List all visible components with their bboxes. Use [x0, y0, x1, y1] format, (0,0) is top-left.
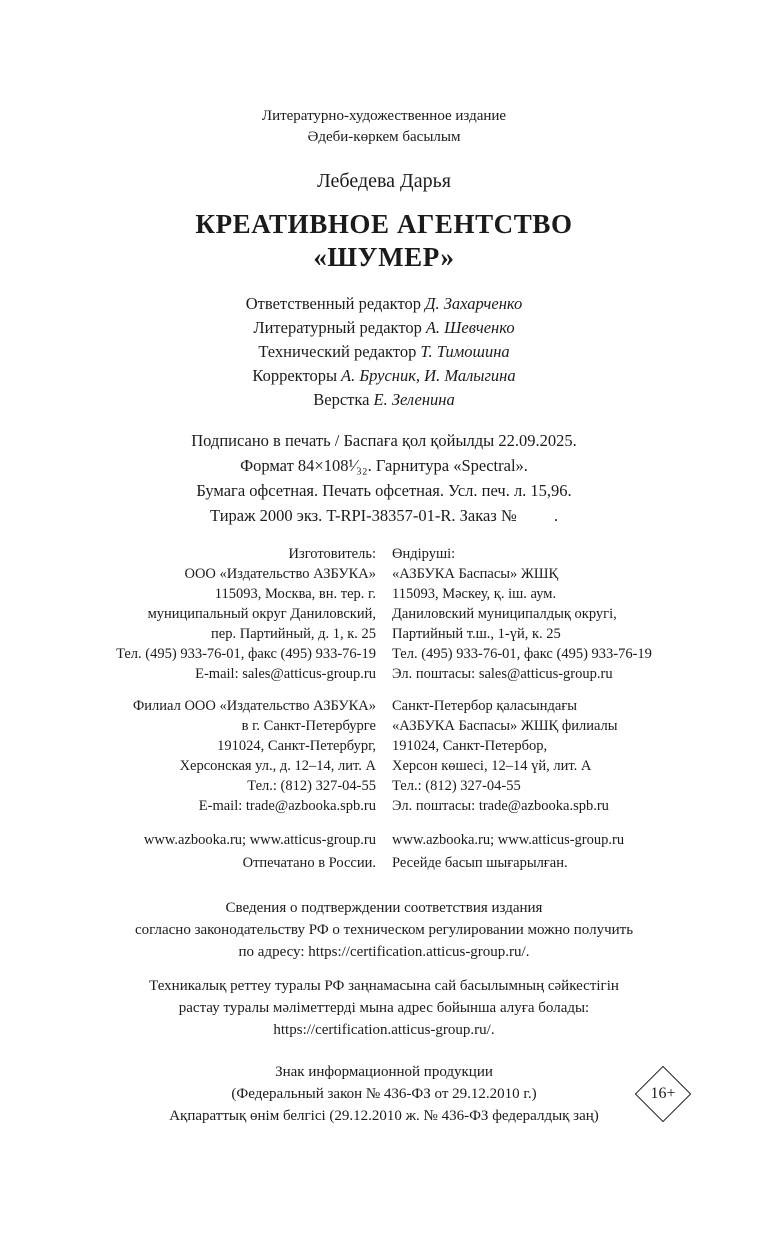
text-line: 115093, Москва, вн. тер. г. — [214, 586, 376, 602]
staff-person: А. Шевченко — [425, 318, 515, 337]
text-line: Знак информационной продукции — [275, 1064, 493, 1080]
websites-right: www.azbooka.ru; www.atticus-group.ru — [392, 832, 625, 848]
text-line: Тираж 2000 экз. T-RPI-38357-01-R. Заказ № . — [210, 506, 558, 525]
staff-line — [0, 292, 768, 316]
text-line: Подписано в печать / Баспаға қол қойылды 22.09.2025. — [191, 431, 577, 450]
text-line: Изготовитель: — [288, 546, 376, 562]
text-line: Херсонская ул., д. 12–14, лит. А — [179, 758, 376, 774]
staff-line — [0, 316, 768, 340]
text-line: Санкт-Петербор қаласындағы — [392, 698, 578, 714]
book-title — [0, 208, 768, 274]
text-line: пер. Партийный, д. 1, к. 25 — [211, 626, 376, 642]
text-line: Тел. (495) 933-76-01, факс (495) 933-76-19 — [392, 646, 652, 662]
text-line: E-mail: sales@atticus-group.ru — [195, 666, 376, 682]
staff-role: Верстка — [313, 390, 370, 409]
text-line: Техникалық реттеу туралы РФ заңнамасына сай басылымның сәйкестігін — [149, 978, 619, 994]
age-rating-label: 16+ — [650, 1085, 676, 1102]
branch-left-column — [88, 696, 376, 816]
book-title-line2: «ШУМЕР» — [313, 242, 455, 272]
staff-block — [0, 292, 768, 412]
text-line: Тел.: (812) 327-04-55 — [392, 778, 521, 794]
staff-person: Т. Тимошина — [420, 342, 510, 361]
text-line: Даниловский муниципалдық округі, — [392, 606, 617, 622]
text-line: (Федеральный закон № 436-ФЗ от 29.12.2010 г.) — [231, 1086, 537, 1102]
text-line: Эл. поштасы: trade@azbooka.spb.ru — [392, 798, 609, 814]
staff-role: Корректоры — [252, 366, 338, 385]
text-line: ООО «Издательство АЗБУКА» — [184, 566, 376, 582]
book-title-line1: КРЕАТИВНОЕ АГЕНТСТВО — [195, 209, 573, 239]
text-line: E-mail: trade@azbooka.spb.ru — [198, 798, 376, 814]
text-line: Тел. (495) 933-76-01, факс (495) 933-76-19 — [116, 646, 376, 662]
edition-note-ru: Литературно-художественное издание — [261, 108, 507, 124]
text-line: 191024, Санкт-Петербург, — [217, 738, 376, 754]
staff-role: Ответственный редактор — [245, 294, 421, 313]
text-line: Сведения о подтверждении соответствия издания — [225, 900, 543, 916]
manufacturer-left-column — [88, 544, 376, 684]
staff-role: Литературный редактор — [253, 318, 422, 337]
author-name: Лебедева Дарья — [317, 170, 451, 192]
certification-note-ru — [0, 897, 768, 963]
print-run-info — [0, 428, 768, 528]
text-line: Филиал ООО «Издательство АЗБУКА» — [132, 698, 376, 714]
branch-block — [0, 696, 768, 816]
text-line: муниципальный округ Даниловский, — [147, 606, 376, 622]
text-line: в г. Санкт-Петербурге — [241, 718, 376, 734]
text-line: растау туралы мәліметтерді мына адрес бойынша алуға болады: — [178, 1000, 590, 1016]
information-product-sign — [0, 1061, 768, 1127]
text-line: по адресу: https://certification.atticus-group.ru/. — [238, 944, 530, 960]
printed-in-right: Ресейде басып шығарылған. — [392, 855, 568, 871]
printed-in-left: Отпечатано в России. — [242, 855, 376, 871]
text-line: 115093, Мәскеу, қ. іш. аум. — [392, 586, 557, 602]
text-line: Өндіруші: — [392, 546, 456, 562]
printed-in-row — [0, 853, 768, 873]
staff-person: Е. Зеленина — [373, 390, 455, 409]
text-line: Тел.: (812) 327-04-55 — [247, 778, 376, 794]
text-line: Партийный т.ш., 1-үй, к. 25 — [392, 626, 561, 642]
manufacturer-block — [0, 544, 768, 684]
manufacturer-right-column — [392, 544, 680, 684]
staff-person: А. Брусник, И. Малыгина — [341, 366, 516, 385]
text-line: Формат 84×108¹⁄₃₂. Гарнитура «Spectral». — [240, 456, 528, 475]
staff-line — [0, 340, 768, 364]
text-line: «АЗБУКА Баспасы» ЖШҚ филиалы — [392, 718, 618, 734]
staff-person: Д. Захарченко — [424, 294, 523, 313]
websites-row — [0, 830, 768, 850]
text-line: Эл. поштасы: sales@atticus-group.ru — [392, 666, 613, 682]
staff-role: Технический редактор — [258, 342, 417, 361]
text-line: Херсон көшесі, 12–14 үй, лит. А — [392, 758, 592, 774]
text-line: https://certification.atticus-group.ru/. — [273, 1022, 495, 1038]
branch-right-column — [392, 696, 680, 816]
text-line: 191024, Санкт-Петербор, — [392, 738, 548, 754]
staff-line — [0, 388, 768, 412]
text-line: Бумага офсетная. Печать офсетная. Усл. печ. л. 15,96. — [196, 481, 572, 500]
text-line: согласно законодательству РФ о техническом регулировании можно получить — [134, 922, 634, 938]
edition-note-kz: Әдеби-көркем басылым — [307, 129, 461, 145]
text-line: «АЗБУКА Баспасы» ЖШҚ — [392, 566, 559, 582]
certification-note-kz — [0, 975, 768, 1041]
text-line: Ақпараттық өнім белгісі (29.12.2010 ж. № 436-ФЗ федералдық заң) — [169, 1108, 599, 1124]
staff-line — [0, 364, 768, 388]
websites-left: www.azbooka.ru; www.atticus-group.ru — [143, 832, 376, 848]
